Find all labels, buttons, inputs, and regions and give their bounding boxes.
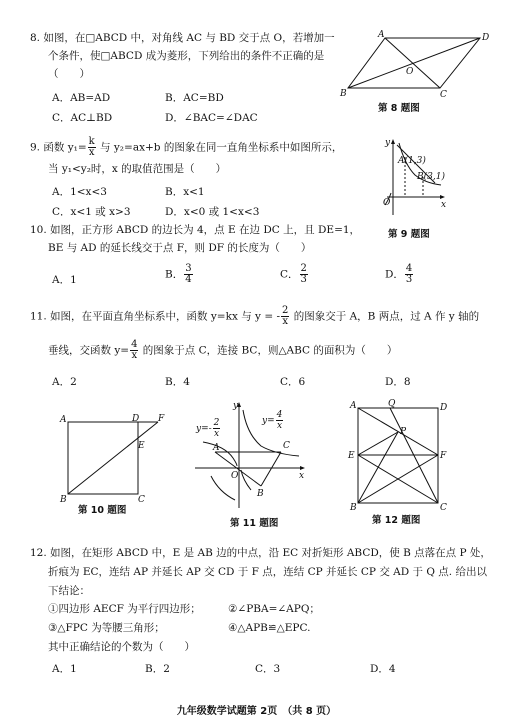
q12-label-c: C [440,503,447,513]
q8-line3: （ ） [48,68,90,80]
q12-label-d: D [440,403,448,413]
q10-option-a: A．1 [52,274,77,286]
q9-line1 [30,137,342,158]
q9-label-x: x [441,200,447,210]
q10-caption: 第 10 题图 [78,505,127,516]
q10-label-c: C [138,495,145,505]
q12-option-b: B．2 [145,663,170,675]
q11-option-d: D．8 [385,376,411,388]
q12-conclusion-4: ④△APB≌△EPC. [228,622,311,634]
q12-option-d: D．4 [370,663,396,675]
q10-option-b: B． $\frac{3}{4}$ [165,263,192,285]
q10-option-c: C． $\frac{2}{3}$ [280,263,307,285]
q12-conclusion-2: ②∠PBA=∠APQ； [228,603,320,615]
q8-label-c: C [440,90,447,100]
q10-label-e: E [138,441,145,451]
q8-option-d: D．∠BAC=∠DAC [165,112,258,124]
q10-line1: 10. 如图，正方形 ABCD 的边长为 4，点 E 在边 DC 上，且 DE=1， [30,224,361,236]
q11-left-curve-label: y=- $\frac{2}{x}$ [196,418,220,439]
q9-option-d: D．x<0 或 1<x<3 [165,206,260,218]
q11-label-y: y [233,401,239,411]
q9-label-o: O [383,198,391,208]
q11-label-a: A [213,443,220,453]
q11-label-c: C [283,441,290,451]
q11-fraction-1: $\frac{2}{x}$ [282,305,289,327]
q11-option-c: C．6 [280,376,306,388]
q8-label-a: A [378,30,385,40]
q9-label-b: B(3,1) [417,172,445,182]
q9-label-a: A(1,3) [398,156,426,166]
q12-line3: 下结论： [48,585,90,597]
q11-line1: 11. 如图，在平面直角坐标系中，函数 y=kx 与 y = - $\frac{2}{x}$ 的图象交于 A，B 两点，过 A 作 y 轴的 [30,305,480,327]
q11-line2: 垂线，交函数 y= $\frac{4}{x}$ 的图象于点 C，连接 BC，则△ABC 的面积为（ ） [48,339,398,361]
q11-label-o: O [231,471,239,481]
q12-label-e: E [348,451,355,461]
q9-post: 与 y₂=ax+b 的图象在同一直角坐标系中如图所示， [96,141,343,154]
q9-fraction: $\frac{k}{x}$ [88,136,95,158]
q12-label-q: Q [388,399,396,409]
q10-figure [58,412,178,505]
q11-option-a: A．2 [52,376,77,388]
q12-line4: 其中正确结论的个数为（ ） [48,641,195,653]
q10-label-f: F [158,414,165,424]
q12-label-a: A [350,401,357,411]
q8-label-d: D [482,33,490,43]
q12-line2: 折痕为 EC，连结 AP 并延长 AP 交 CD 于 F 点，连结 CP 并延长 CP 交 AD 于 Q 点. 给出以 [48,566,487,578]
q10-option-d: D． $\frac{4}{3}$ [385,263,413,285]
q8-label-o: O [406,67,414,77]
q11-figure [195,400,310,510]
q12-label-b: B [350,503,357,513]
q8-caption: 第 8 题图 [378,103,420,114]
q11-right-curve-label: y= $\frac{4}{x}$ [262,410,283,431]
q12-conclusion-1: ①四边形 AECF 为平行四边形； [48,603,201,615]
q11-label-b: B [257,489,264,499]
q8-option-c: C．AC⊥BD [52,112,113,124]
q9-option-c: C．x<1 或 x>3 [52,206,131,218]
q12-line1: 12. 如图，在矩形 ABCD 中，E 是 AB 边的中点，沿 EC 对折矩形 ABCD，使 B 点落在点 P 处， [30,547,491,559]
q9-figure [375,135,450,220]
page-footer: 九年级数学试题第 2页 （共 8 页） [176,706,337,717]
q9-caption: 第 9 题图 [388,229,430,240]
q9-label-y: y [385,138,391,148]
q11-option-b: B．4 [165,376,190,388]
q9-pre: 9. 函数 y₁= [30,141,87,154]
q9-line2: 当 y₁<y₂时，x 的取值范围是（ ） [48,163,227,175]
q12-caption: 第 12 题图 [372,515,421,526]
q11-fraction-2: $\frac{4}{x}$ [131,339,138,361]
q12-label-f: F [440,451,447,461]
q9-option-b: B．x<1 [165,186,205,198]
q12-option-c: C．3 [255,663,281,675]
q10-label-b: B [60,495,67,505]
q10-label-d: D [132,414,140,424]
q8-option-b: B．AC=BD [165,92,224,104]
q8-figure [340,28,490,98]
q12-conclusion-3: ③△FPC 为等腰三角形； [48,622,165,634]
q10-label-a: A [60,415,67,425]
q12-label-p: P [400,427,407,437]
q12-figure [348,398,448,513]
q10-line2: BE 与 AD 的延长线交于点 F，则 DF 的长度为（ ） [48,242,312,254]
q11-label-x: x [299,471,305,481]
q8-line1: 8. 如图，在□ABCD 中，对角线 AC 与 BD 交于点 O，若增加一 [30,32,335,44]
q8-line2: 个条件，使□ABCD 成为菱形，下列给出的条件不正确的是 [48,50,325,62]
q8-label-b: B [340,89,347,99]
q11-caption: 第 11 题图 [230,518,279,529]
q12-option-a: A．1 [52,663,77,675]
q8-option-a: A．AB=AD [52,92,111,104]
q9-option-a: A．1<x<3 [52,186,107,198]
